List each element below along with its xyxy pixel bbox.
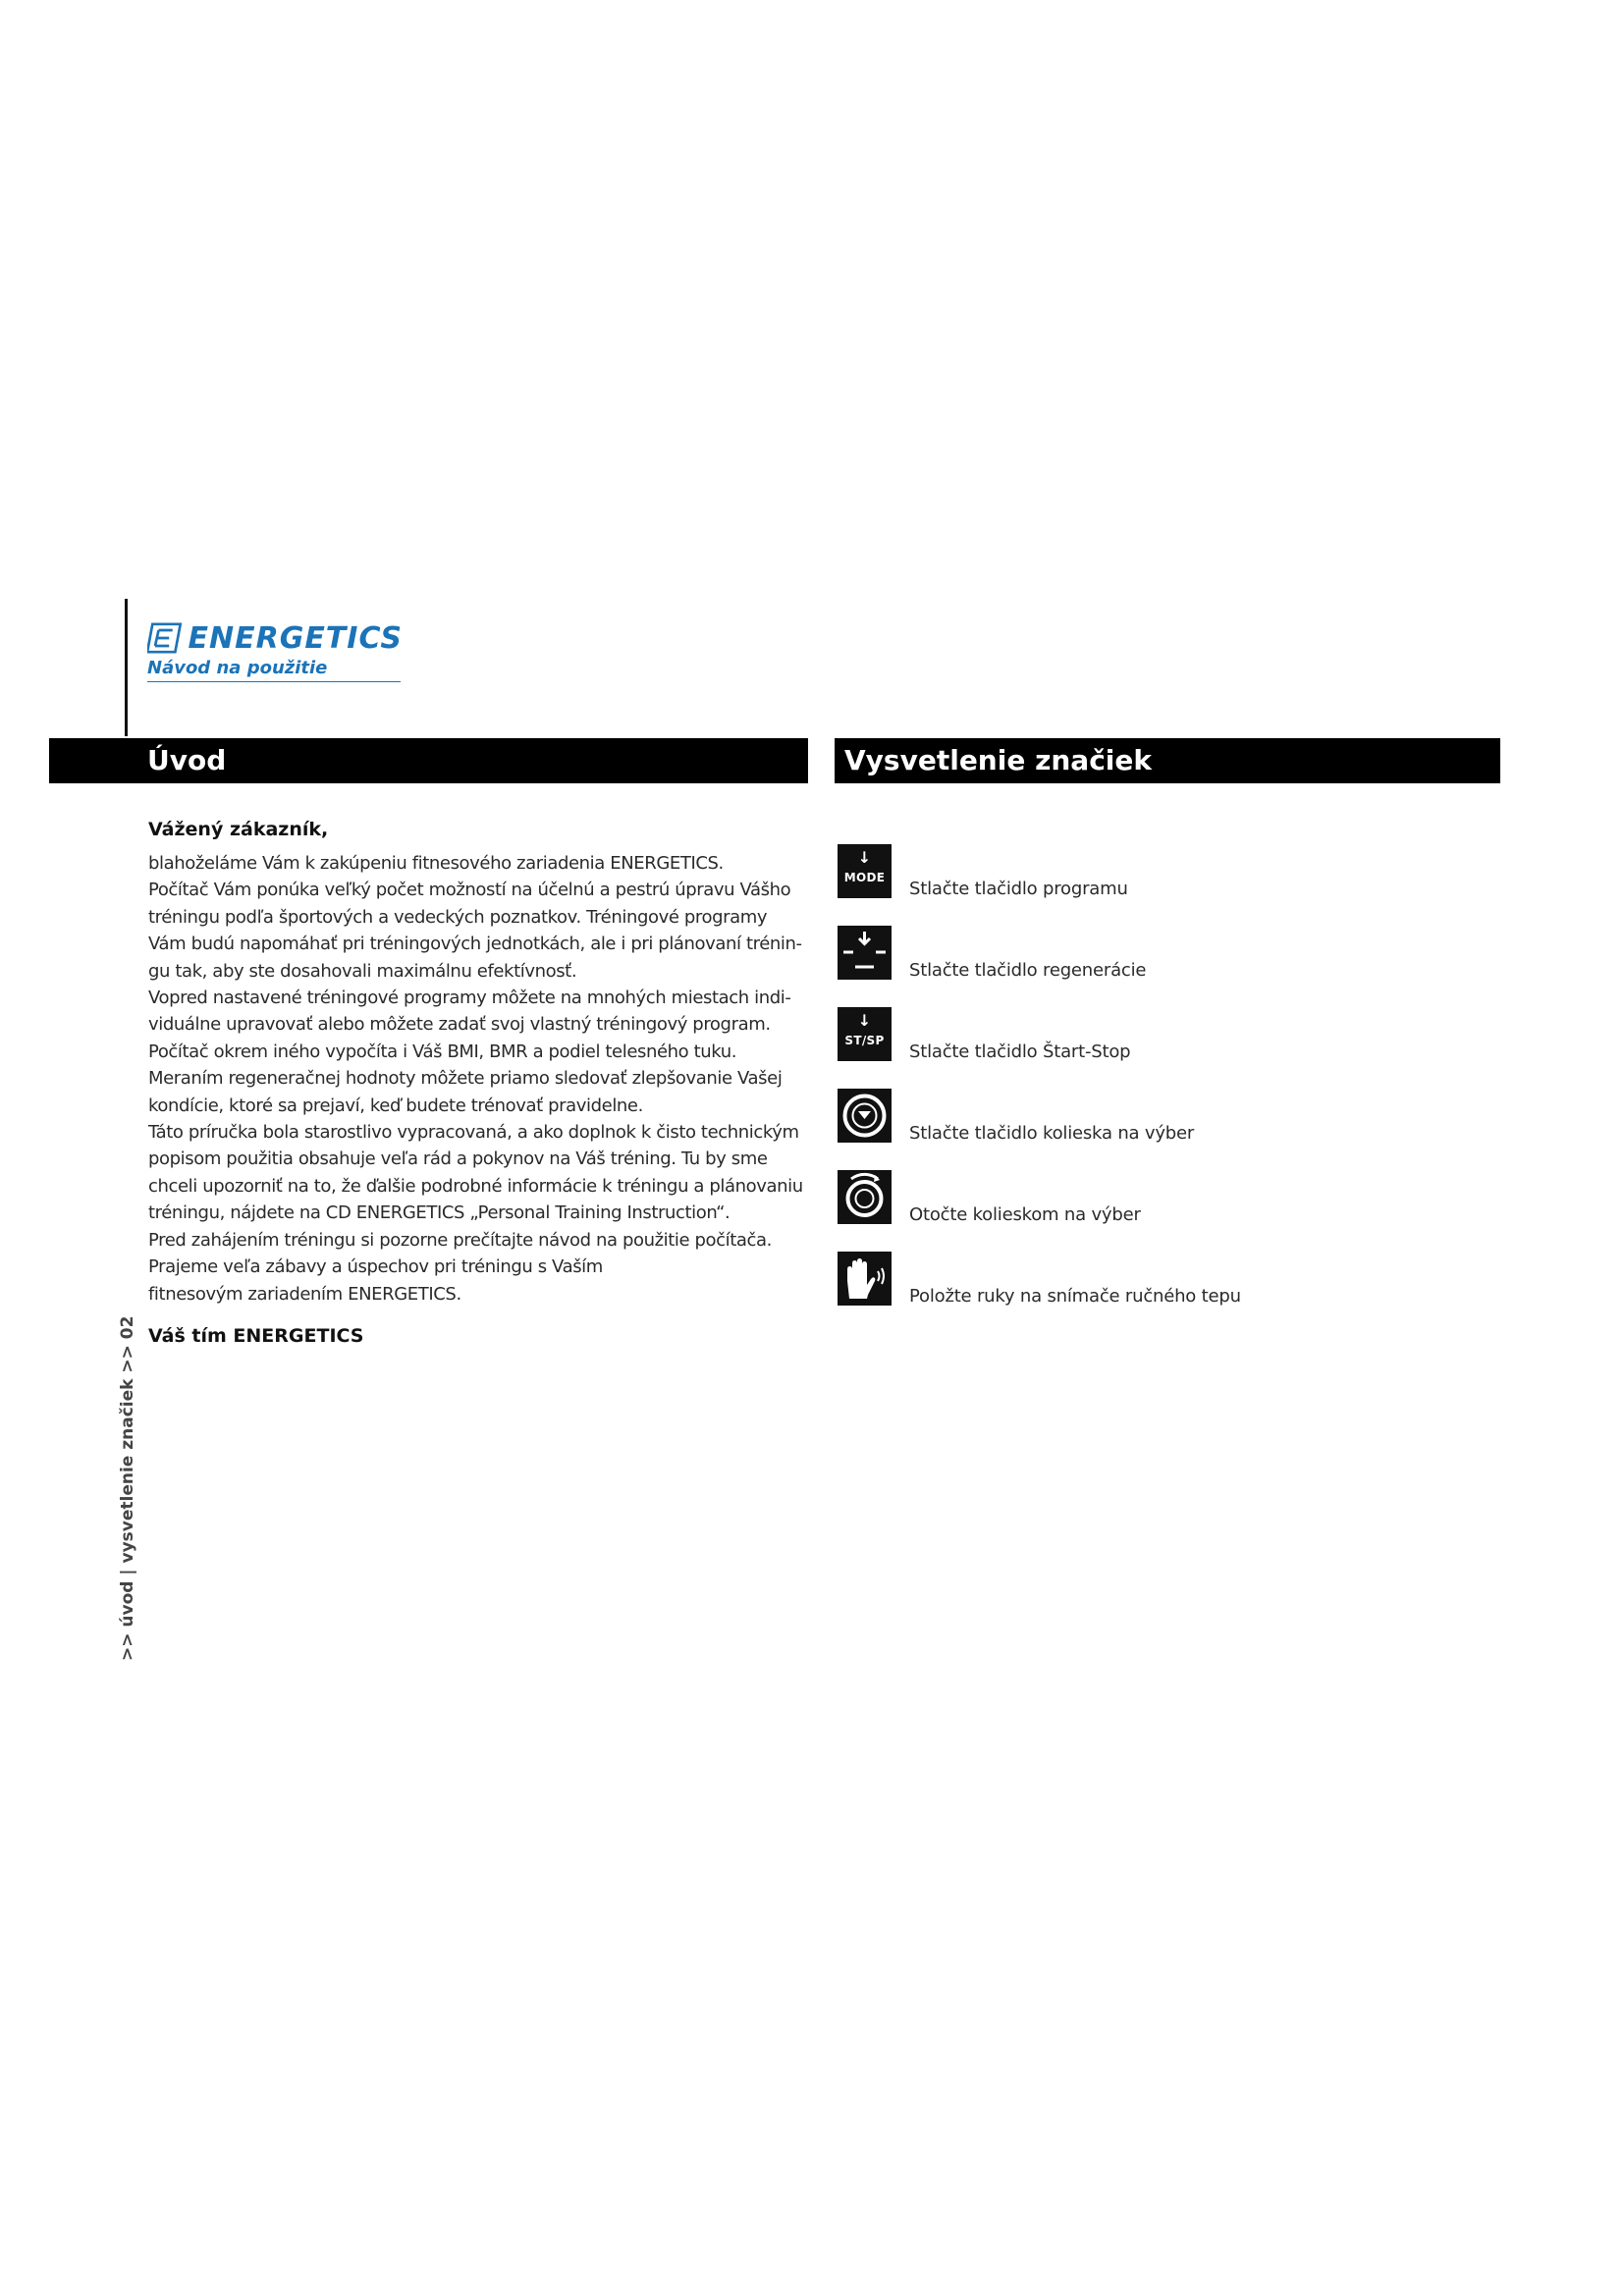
knob-press-icon bbox=[838, 1089, 892, 1143]
recovery-button-icon bbox=[838, 926, 892, 980]
intro-line: Prajeme veľa zábavy a úspechov pri tréningu s Vaším bbox=[148, 1256, 603, 1278]
legend-text: Stlačte tlačidlo programu bbox=[909, 879, 1128, 899]
legend-item-hand-pulse bbox=[838, 1252, 1486, 1333]
intro-line: kondície, ktoré sa prejaví, keď budete trénovať pravidelne. bbox=[148, 1095, 643, 1116]
intro-line: gu tak, aby ste dosahovali maximálnu efektívnosť. bbox=[148, 960, 577, 982]
hand-pulse-icon bbox=[838, 1252, 892, 1306]
intro-line: Pred zahájením tréningu si pozorne prečítajte návod na použitie počítača. bbox=[148, 1229, 772, 1251]
intro-line: Meraním regeneračnej hodnoty môžete priamo sledovať zlepšovanie Vašej bbox=[148, 1068, 783, 1090]
start-stop-button-icon: ↓ ST/SP bbox=[838, 1007, 892, 1061]
legend-item-mode bbox=[838, 844, 1486, 926]
intro-line: tréningu, nájdete na CD ENERGETICS „Personal Training Instruction“. bbox=[148, 1202, 731, 1224]
mode-button-icon: ↓ MODE bbox=[838, 844, 892, 898]
symbol-legend bbox=[838, 844, 1486, 1333]
intro-body bbox=[148, 850, 816, 1308]
intro-line: popisom použitia obsahuje veľa rád a pokynov na Váš tréning. Tu by sme bbox=[148, 1148, 768, 1170]
intro-line: Vám budú napomáhať pri tréningových jednotkách, ale i pri plánovaní trénin- bbox=[148, 934, 802, 955]
legend-item-recovery bbox=[838, 926, 1486, 1007]
greeting: Vážený zákazník, bbox=[148, 819, 329, 840]
intro-line: Vopred nastavené tréningové programy môžete na mnohých miestach indi- bbox=[148, 988, 791, 1009]
intro-line: viduálne upravovať alebo môžete zadať svoj vlastný tréningový program. bbox=[148, 1014, 771, 1036]
intro-line: Počítač okrem iného vypočíta i Váš BMI, BMR a podiel telesného tuku. bbox=[148, 1041, 737, 1062]
section-title-intro: Úvod bbox=[49, 738, 808, 783]
legend-text: Stlačte tlačidlo kolieska na výber bbox=[909, 1123, 1195, 1144]
legend-text: Položte ruky na snímače ručného tepu bbox=[909, 1286, 1241, 1307]
signoff: Váš tím ENERGETICS bbox=[148, 1324, 364, 1347]
page-footer-vertical: >> úvod | vysvetlenie značiek >> 02 bbox=[118, 1315, 137, 1661]
intro-line: Počítač Vám ponúka veľký počet možností na účelnú a pestrú úpravu Vášho bbox=[148, 880, 791, 901]
brand-logo bbox=[147, 620, 403, 682]
intro-line: fitnesovým zariadením ENERGETICS. bbox=[148, 1283, 461, 1305]
energetics-logo-icon bbox=[147, 620, 183, 656]
legend-text: Stlačte tlačidlo regenerácie bbox=[909, 960, 1147, 981]
legend-item-start-stop bbox=[838, 1007, 1486, 1089]
intro-line: chceli upozorniť na to, že ďalšie podrobné informácie k tréningu a plánovaniu bbox=[148, 1175, 803, 1197]
intro-line: tréningu podľa športových a vedeckých poznatkov. Tréningové programy bbox=[148, 906, 768, 928]
intro-line: blahoželáme Vám k zakúpeniu fitnesového zariadenia ENERGETICS. bbox=[148, 853, 724, 874]
section-title-legend: Vysvetlenie značiek bbox=[835, 738, 1500, 783]
brand-name: ENERGETICS bbox=[188, 620, 403, 656]
header-vertical-rule bbox=[125, 599, 128, 736]
intro-text bbox=[148, 819, 816, 1347]
intro-line: Táto príručka bola starostlivo vypracovaná, a ako doplnok k čisto technickým bbox=[148, 1122, 799, 1144]
knob-rotate-icon bbox=[838, 1170, 892, 1224]
legend-text: Otočte kolieskom na výber bbox=[909, 1204, 1141, 1225]
legend-item-knob-rotate bbox=[838, 1170, 1486, 1252]
brand-subtitle: Návod na použitie bbox=[147, 658, 401, 682]
legend-text: Stlačte tlačidlo Štart-Stop bbox=[909, 1041, 1131, 1062]
legend-item-knob-press bbox=[838, 1089, 1486, 1170]
